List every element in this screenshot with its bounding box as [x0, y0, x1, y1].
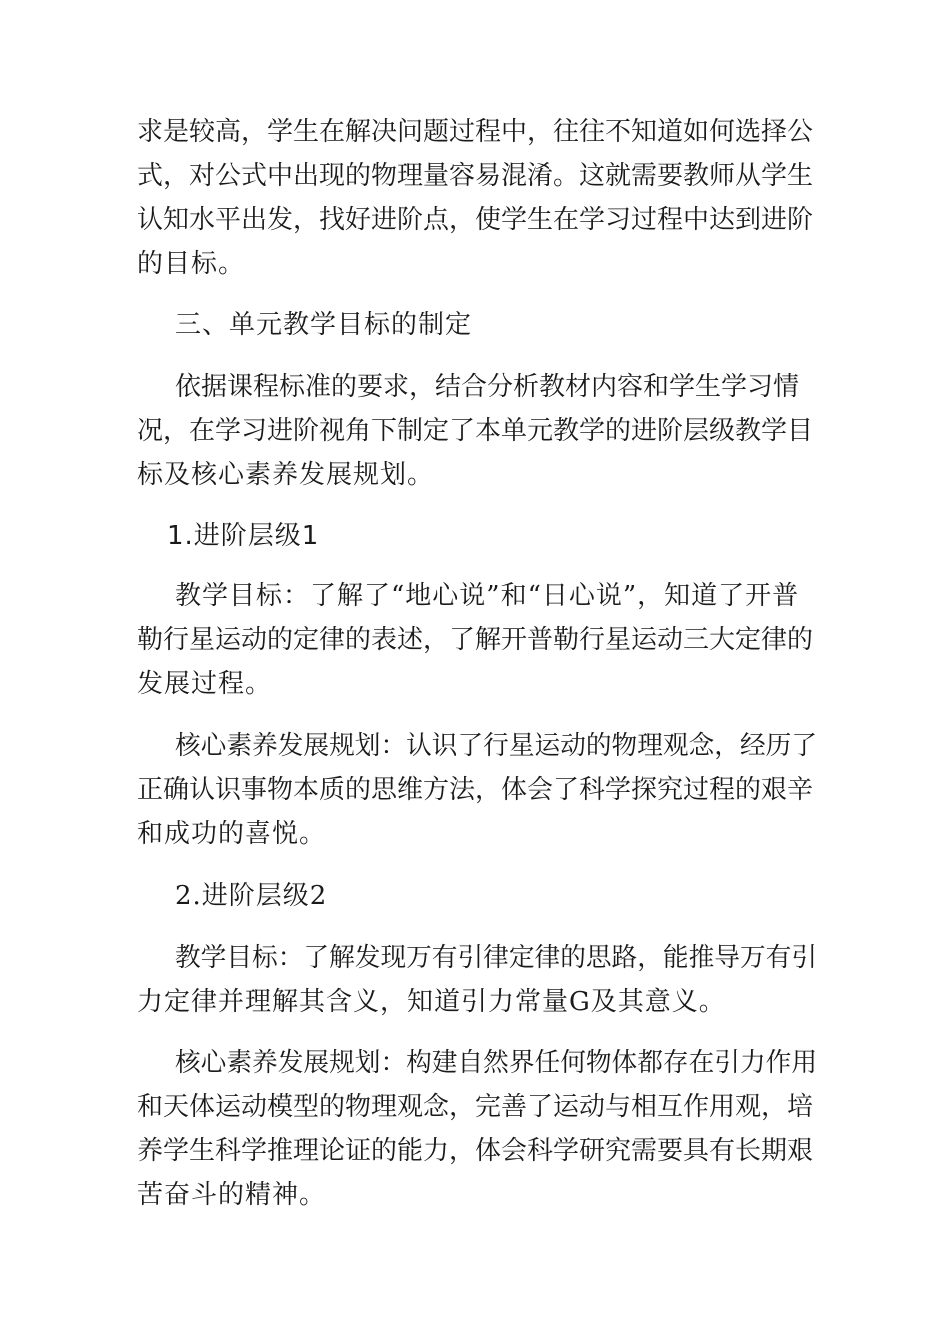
paragraph-line: 勒行星运动的定律的表述，了解开普勒行星运动三大定律的: [137, 625, 814, 655]
level-heading-1: 1.进阶层级1: [167, 521, 320, 551]
paragraph-line: 认知水平出发，找好进阶点，使学生在学习过程中达到进阶: [137, 205, 814, 235]
paragraph-line: 和成功的喜悦。: [137, 819, 327, 849]
paragraph-line: 苦奋斗的精神。: [137, 1180, 327, 1210]
paragraph-line: 教学目标：了解了“地心说”和“日心说”，知道了开普: [175, 581, 800, 611]
paragraph-line: 依据课程标准的要求，结合分析教材内容和学生学习情: [175, 372, 800, 402]
paragraph-line: 和天体运动模型的物理观念，完善了运动与相互作用观，培: [137, 1092, 814, 1122]
paragraph-line: 正确认识事物本质的思维方法，体会了科学探究过程的艰辛: [137, 775, 814, 805]
paragraph-line: 核心素养发展规划：认识了行星运动的物理观念，经历了: [175, 731, 818, 761]
level-heading-2: 2.进阶层级2: [175, 881, 328, 911]
paragraph-line: 养学生科学推理论证的能力，体会科学研究需要具有长期艰: [137, 1136, 814, 1166]
paragraph-line: 式，对公式中出现的物理量容易混淆。这就需要教师从学生: [137, 161, 814, 191]
paragraph-line: 况，在学习进阶视角下制定了本单元教学的进阶层级教学目: [137, 416, 814, 446]
paragraph-line: 核心素养发展规划：构建自然界任何物体都存在引力作用: [175, 1048, 818, 1078]
section-heading: 三、单元教学目标的制定: [175, 310, 473, 340]
paragraph-line: 标及核心素养发展规划。: [137, 460, 435, 490]
paragraph-line: 力定律并理解其含义，知道引力常量G及其意义。: [137, 987, 726, 1017]
paragraph-line: 发展过程。: [137, 669, 273, 699]
paragraph-line: 教学目标：了解发现万有引律定律的思路，能推导万有引: [175, 943, 818, 973]
paragraph-line: 的目标。: [137, 249, 246, 279]
paragraph-line: 求是较高，学生在解决问题过程中，往往不知道如何选择公: [137, 117, 814, 147]
